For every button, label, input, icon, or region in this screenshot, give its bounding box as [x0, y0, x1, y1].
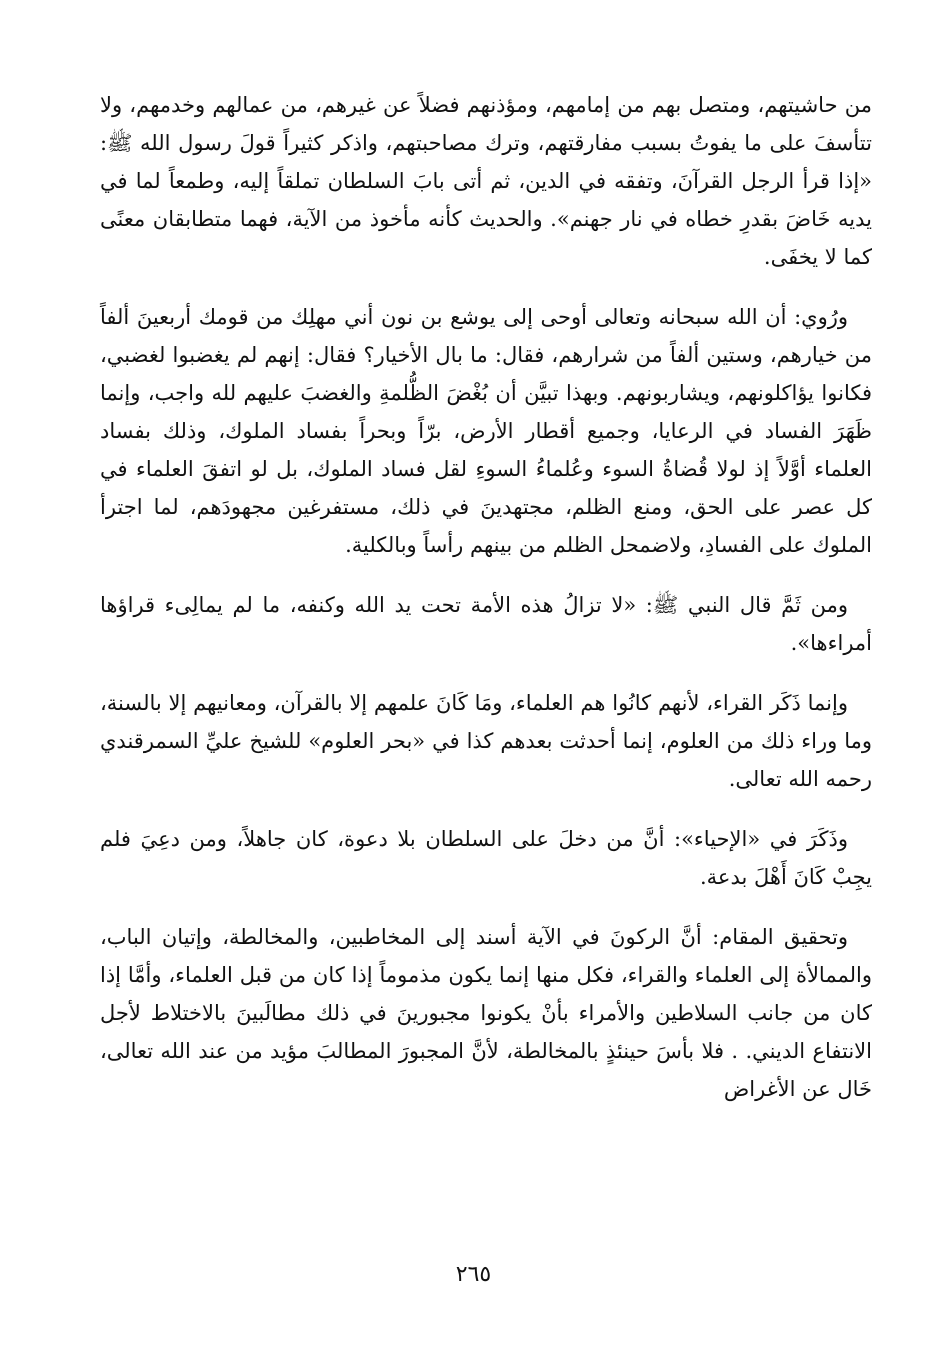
- page-number: ٢٦٥: [455, 1262, 492, 1287]
- paragraph-2: ورُوي: أن الله سبحانه وتعالى أوحى إلى يوشع بن نون أني مهلِك من قومك أربعينَ ألفاً من خيارهم، وستين ألفاً من شرارهم، فقال: ما بال الأخيار؟ فقال: إنهم لم يغضبوا لغضبي، فكانوا يؤاكلونهم، ويشاربونهم. وبهذا تبيَّن أن بُغْضَ الظُّلمةِ والغضبَ عليهم لله واجب، وإنما ظَهَرَ الفساد في الرعايا، وجميع أقطار الأرض، برّاً وبحراً بفساد الملوك، وذلك بفساد العلماء أوَّلاً إذ لولا قُضاةُ السوء وعُلماءُ السوءِ لقل فساد الملوك، بل لو اتفقَ العلماء في كل عصر على الحق، ومنع الظلم، مجتهدينَ في ذلك، مستفرغين مجهودَهم، لما اجترأ الملوك على الفسادِ، ولاضمحل الظلم من بينهم رأساً وبالكلية.: [100, 305, 872, 557]
- paragraph-4: وإنما ذَكَر القراء، لأنهم كانُوا هم العلماء، ومَا كَانَ علمهم إلا بالقرآن، ومعانيهم إلا بالسنة، وما وراء ذلك من العلوم، إنما أحدثت بعدهم كذا في «بحر العلوم» للشيخ عليِّ السمرقندي رحمه الله تعالى.: [100, 691, 872, 791]
- paragraph-5: وذَكَرَ في «الإحياء»: أنَّ من دخلَ على السلطان بلا دعوة، كان جاهلاً، ومن دعِيَ فلم يجِبْ كَانَ أَهْلَ بدعة.: [100, 827, 872, 889]
- paragraph-3: ومن ثَمَّ قال النبي ﷺ: «لا تزالُ هذه الأمة تحت يد الله وكنفه، ما لم يمالِىء قراؤها أمراءها».: [100, 593, 872, 655]
- paragraph-6: وتحقيق المقام: أنَّ الركونَ في الآية أسند إلى المخاطبين، والمخالطة، وإتيان الباب، والممالأة إلى العلماء والقراء، فكل منها إنما يكون مذموماً إذا كان من قبل العلماء، وأمَّا إذا كان من جانب السلاطين والأمراء بأنْ يكونوا مجبورينَ في ذلك مطالَبينَ بالاختلاط لأجل الانتفاع الديني. . فلا بأسَ حينئذٍ بالمخالطة، لأنَّ المجبورَ المطالبَ مؤيد من عند الله تعالى، خَال عن الأغراض: [100, 925, 872, 1101]
- page-body: [100, 86, 872, 1130]
- paragraph-1: من حاشيتهم، ومتصل بهم من إمامهم، ومؤذنهم فضلاً عن غيرهم، من عمالهم وخدمهم، ولا تتأسفَ على ما يفوتُ بسبب مفارقتهم، وترك مصاحبتهم، واذكر كثيراً قولَ رسول الله ﷺ: «إذا قرأ الرجل القرآنَ، وتفقه في الدين، ثم أتى بابَ السلطان تملقاً إليه، وطمعاً لما في يديه خَاضَ بقدرِ خطاه في نار جهنم». والحديث كأنه مأخوذ من الآية، فهما متطابقان معنًى كما لا يخفَى.: [100, 93, 872, 269]
